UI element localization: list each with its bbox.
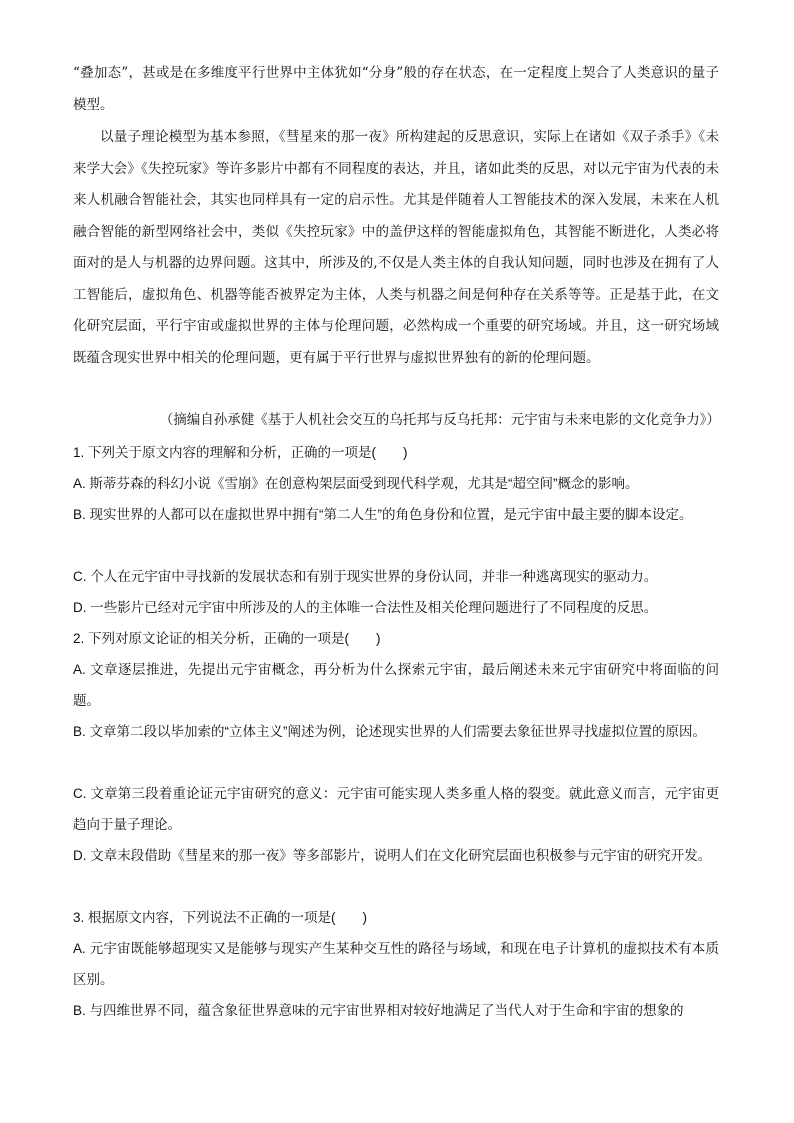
question-1-option-b: B. 现实世界的人都可以在虚拟世界中拥有“第二人生”的角色身份和位置，是元宇宙中最主要的脚本设定。 bbox=[73, 507, 693, 522]
question-3-stem: 3. 根据原文内容，下列说法不正确的一项是( ) bbox=[73, 910, 368, 925]
question-1-option-c: C. 个人在元宇宙中寻找新的发展状态和有别于现实世界的身份认同，并非一种逃离现实的驱动力。 bbox=[73, 569, 658, 584]
question-1-option-d: D. 一些影片已经对元宇宙中所涉及的人的主体唯一合法性及相关伦理问题进行了不同程度的反思。 bbox=[73, 600, 658, 615]
question-2-stem: 2. 下列对原文论证的相关分析，正确的一项是( ) bbox=[73, 631, 381, 646]
question-2-option-d: D. 文章末段借助《彗星来的那一夜》等多部影片，说明人们在文化研究层面也积极参与元宇宙的研究开发。 bbox=[73, 848, 712, 863]
question-1-stem: 1. 下列关于原文内容的理解和分析，正确的一项是( ) bbox=[73, 445, 408, 460]
passage-paragraph-1: “叠加态”，甚或是在多维度平行世界中主体犹如“分身”般的存在状态，在一定程度上契合了人类意识的量子模型。 bbox=[73, 65, 719, 113]
question-2-option-c: C. 文章第三段着重论证元宇宙研究的意义：元宇宙可能实现人类多重人格的裂变。就此意义而言，元宇宙更趋向于量子理论。 bbox=[73, 786, 719, 832]
question-2-option-a: A. 文章逐层推进，先提出元宇宙概念，再分析为什么探索元宇宙，最后阐述未来元宇宙研究中将面临的问题。 bbox=[73, 662, 719, 708]
passage-source: （摘编自孙承健《基于人机社会交互的乌托邦与反乌托邦：元宇宙与未来电影的文化竞争力》） bbox=[159, 412, 720, 428]
question-3-option-b: B. 与四维世界不同，蕴含象征世界意味的元宇宙世界相对较好地满足了当代人对于生命和宇宙的想象的 bbox=[73, 1003, 684, 1018]
question-2-option-b: B. 文章第二段以毕加索的“立体主义”阐述为例，论述现实世界的人们需要去象征世界寻找虚拟位置的原因。 bbox=[73, 724, 706, 739]
passage-paragraph-2: 以量子理论模型为基本参照，《彗星来的那一夜》所构建起的反思意识，实际上在诸如《双子杀手》《未来学大会》《失控玩家》等许多影片中都有不同程度的表达，并且，诸如此类的反思，对以元宇宙为代表的未来人机融合智能社会，其实也同样具有一定的启示性。尤其是伴随着人工智能技术的深入发展，未来在人机融合智能的新型网络社会中，类似《失控玩家》中的盖伊这样的智能虚拟角色，其智能不断进化，人类必将面对的是人与机器的边界问题。这其中，所涉及的,不仅是人类主体的自我认知问题，同时也涉及在拥有了人工智能后，虚拟角色、机器等能否被界定为主体，人类与机器之间是何种存在关系等等。正是基于此，在文化研究层面，平行宇宙或虚拟世界的主体与伦理问题，必然构成一个重要的研究场域。并且，这一研究场域既蕴含现实世界中相关的伦理问题，更有属于平行世界与虚拟世界独有的新的伦理问题。 bbox=[73, 129, 719, 366]
question-1-option-a: A. 斯蒂芬森的科幻小说《雪崩》在创意构架层面受到现代科学观，尤其是“超空间”概念的影响。 bbox=[73, 476, 639, 491]
question-3-option-a: A. 元宇宙既能够超现实又是能够与现实产生某种交互性的路径与场域，和现在电子计算机的虚拟技术有本质区别。 bbox=[73, 941, 719, 987]
